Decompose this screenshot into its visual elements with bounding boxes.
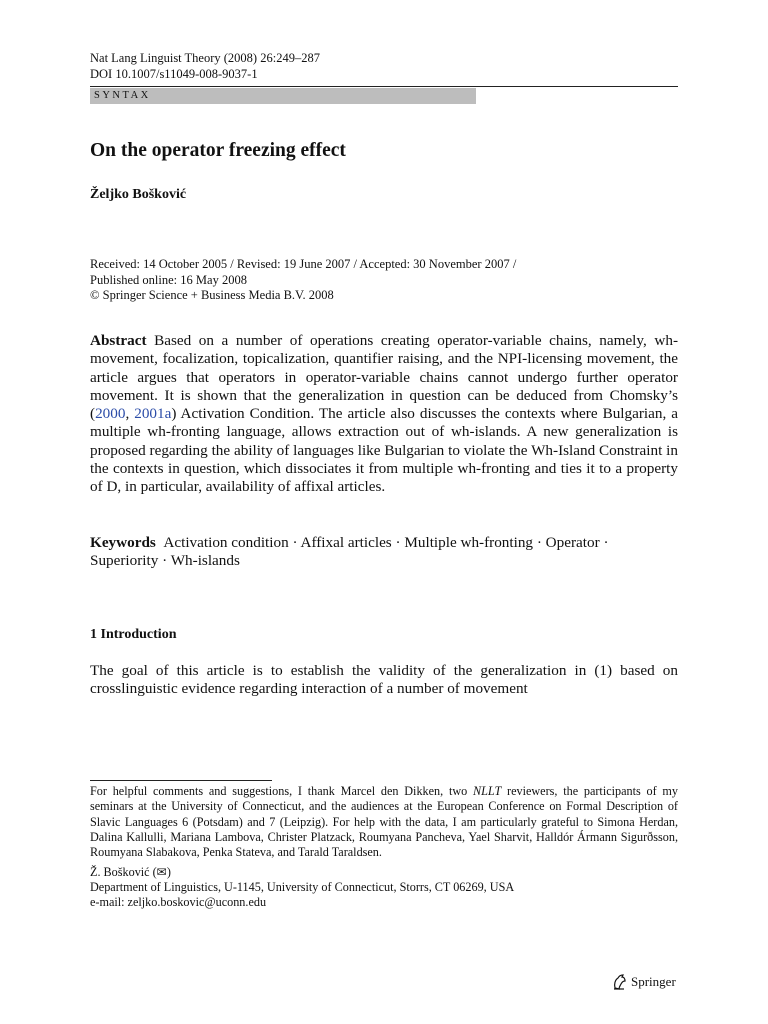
- keywords-label: Keywords: [90, 534, 156, 551]
- abstract-text-2: ) Activation Condition. The article also discusses the contexts where Bulgarian, a multiple wh-fronting language, allows extraction out of wh-islands. A new generalization is proposed regarding the ability of languages like Bulgarian to violate the Wh-Island Constraint in the contexts in question, which dissociates it from multiple wh-fronting and ties it to a property of D, in particular, availability of affixal articles.: [90, 405, 678, 496]
- contact-email[interactable]: e-mail: zeljko.boskovic@uconn.edu: [90, 895, 267, 909]
- article-title: On the operator freezing effect: [90, 140, 346, 161]
- published-line: Published online: 16 May 2008: [90, 272, 247, 287]
- abstract: [90, 332, 678, 497]
- contact-department: Department of Linguistics, U-1145, University of Connecticut, Storrs, CT 06269, USA: [90, 880, 515, 894]
- introduction-text: The goal of this article is to establish the validity of the generalization in (1) based on crosslinguistic evidence regarding interaction of a number of movement: [90, 662, 678, 698]
- footnote-text-1: For helpful comments and suggestions, I thank Marcel den Dikken, two: [90, 784, 474, 798]
- citation-link-2000[interactable]: 2000: [95, 405, 126, 423]
- header-rule: [90, 86, 678, 87]
- footnote-text-2: reviewers, the participants of my seminars at the University of Connecticut, and the audiences at the European Conference on Formal Description of Slavic Languages 6 (Potsdam) and 7 (Leipzig). For help with the data, I am particularly grateful to Simona Herdan, Dalina Kallulli, Mariana Lambova, Christer Platzack, Roumyana Pancheva, Yael Sharvit, Halldór Ármann Sigurðsson, Roumyana Slabakova, Penka Stateva, and Tarald Taraldsen.: [90, 784, 678, 860]
- copyright-line: © Springer Science + Business Media B.V. 2008: [90, 288, 334, 302]
- journal-header: [90, 50, 490, 82]
- acknowledgement-footnote: [90, 784, 678, 860]
- keywords: [90, 534, 678, 571]
- publisher-name: Springer: [631, 974, 676, 989]
- keywords-list: Activation condition · Affixal articles · Multiple wh-fronting · Operator · Superiority · Wh-islands: [90, 534, 609, 570]
- footnote-rule: [90, 780, 272, 781]
- journal-citation: Nat Lang Linguist Theory (2008) 26:249–287: [90, 51, 320, 65]
- abstract-label: Abstract: [90, 332, 147, 349]
- abstract-text-1: Based on a number of operations creating operator-variable chains, namely, wh-movement, focalization, topicalization, quantifier raising, and the NPI-licensing movement, the article argues that operators in operator-variable chains cannot undergo further operator movement. It is shown that the generalization in question can be deduced from Chomsky’s (: [90, 332, 678, 423]
- section-label: SYNTAX: [90, 88, 476, 104]
- footnote-journal-abbrev: NLLT: [473, 784, 502, 798]
- received-line: Received: 14 October 2005 / Revised: 19 June 2007 / Accepted: 30 November 2007 /: [90, 257, 517, 271]
- citation-link-2001a[interactable]: 2001a: [134, 405, 172, 423]
- springer-horse-icon: [612, 974, 627, 990]
- contact-name: Ž. Bošković (✉): [90, 865, 171, 879]
- publisher-logo: [612, 974, 676, 990]
- publication-dates: [90, 257, 678, 304]
- author-contact: [90, 865, 678, 910]
- section-heading-introduction: 1 Introduction: [90, 627, 177, 642]
- author-name: Željko Bošković: [90, 187, 187, 202]
- doi: DOI 10.1007/s11049-008-9037-1: [90, 67, 258, 81]
- abstract-separator: ,: [125, 405, 135, 423]
